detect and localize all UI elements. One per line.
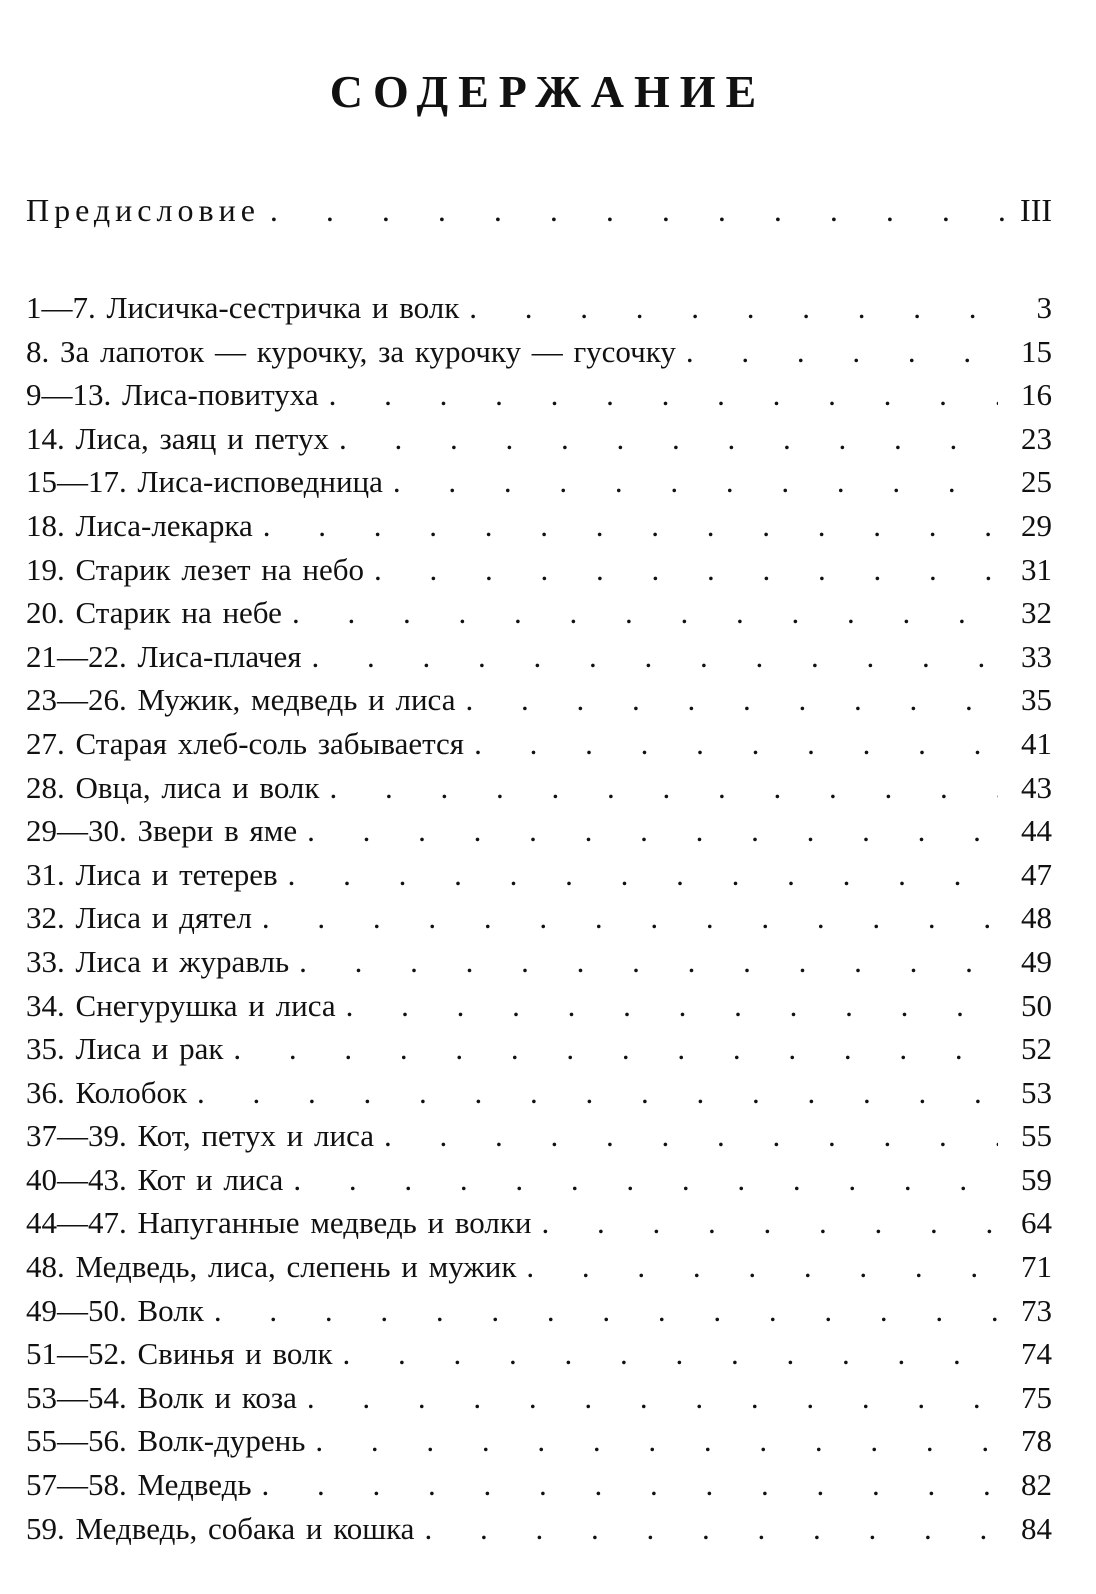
- toc-entry[interactable]: [26, 809, 1052, 853]
- toc-page-number: 59: [1021, 1161, 1052, 1197]
- toc-entry-title: 40—43. Кот и лиса: [26, 1161, 284, 1197]
- toc-page-number: 16: [1021, 377, 1052, 413]
- toc-entry[interactable]: [26, 853, 1052, 897]
- toc-page-number: 31: [1021, 551, 1052, 587]
- toc-entry-title: 31. Лиса и тетерев: [26, 856, 278, 892]
- dot-leader: [262, 896, 998, 940]
- toc-entry[interactable]: [26, 1289, 1052, 1333]
- toc-entry[interactable]: [26, 1245, 1052, 1289]
- toc-entry-title: 23—26. Мужик, медведь и лиса: [26, 682, 456, 718]
- toc-page-number: 71: [1021, 1249, 1052, 1285]
- toc-entry-title: 51—52. Свинья и волк: [26, 1336, 333, 1372]
- toc-entry[interactable]: [26, 766, 1052, 810]
- dot-leader: [233, 1027, 998, 1071]
- toc-entry[interactable]: [26, 1158, 1052, 1202]
- toc-entry[interactable]: [26, 286, 1052, 330]
- dot-leader: [270, 192, 1010, 229]
- toc-entry-title: 48. Медведь, лиса, слепень и мужик: [26, 1249, 517, 1285]
- toc-entry[interactable]: [26, 1201, 1052, 1245]
- dot-leader: [374, 548, 998, 592]
- toc-page-number: 23: [1021, 420, 1052, 456]
- toc-page-number: 35: [1021, 682, 1052, 718]
- toc-page-number: 48: [1021, 900, 1052, 936]
- dot-leader: [312, 635, 998, 679]
- dot-leader: [346, 984, 998, 1028]
- dot-leader: [329, 373, 998, 417]
- toc-entry[interactable]: [26, 984, 1052, 1028]
- dot-leader: [424, 1507, 998, 1551]
- toc-entry-title: 34. Снегурушка и лиса: [26, 987, 336, 1023]
- toc-entry-title: 57—58. Медведь: [26, 1467, 252, 1503]
- toc-entry[interactable]: [26, 548, 1052, 592]
- toc-entry-title: 36. Колобок: [26, 1074, 188, 1110]
- toc-entry-title: 29—30. Звери в яме: [26, 813, 298, 849]
- dot-leader: [307, 1376, 998, 1420]
- toc-entry-title: 35. Лиса и рак: [26, 1031, 224, 1067]
- dot-leader: [315, 1419, 998, 1463]
- toc-entry-title: 59. Медведь, собака и кошка: [26, 1510, 415, 1546]
- toc-page-number: 55: [1021, 1118, 1052, 1154]
- toc-page-number: 75: [1021, 1379, 1052, 1415]
- table-of-contents: [26, 286, 1052, 1550]
- page-title: СОДЕРЖАНИЕ: [329, 65, 767, 117]
- toc-entry[interactable]: [26, 1114, 1052, 1158]
- toc-entry-title: 21—22. Лиса-плачея: [26, 638, 302, 674]
- toc-page-number: 78: [1021, 1423, 1052, 1459]
- toc-page-number: 82: [1021, 1467, 1052, 1503]
- dot-leader: [299, 940, 998, 984]
- dot-leader: [197, 1071, 998, 1115]
- toc-page-number: 29: [1021, 507, 1052, 543]
- toc-entry-title: 8. За лапоток — курочку, за курочку — гусочку: [26, 333, 676, 369]
- dot-leader: [343, 1332, 998, 1376]
- dot-leader: [262, 1463, 999, 1507]
- toc-page-number: 44: [1021, 813, 1052, 849]
- toc-page-number: 41: [1021, 725, 1052, 761]
- dot-leader: [288, 853, 998, 897]
- toc-entry[interactable]: [26, 1027, 1052, 1071]
- toc-page-number: 74: [1021, 1336, 1052, 1372]
- toc-entry[interactable]: [26, 1507, 1052, 1551]
- toc-entry[interactable]: [26, 1332, 1052, 1376]
- toc-entry-title: 49—50. Волк: [26, 1292, 204, 1328]
- toc-entry[interactable]: [26, 460, 1052, 504]
- toc-entry[interactable]: [26, 678, 1052, 722]
- toc-entry-title: 1—7. Лисичка-сестричка и волк: [26, 290, 460, 325]
- toc-entry[interactable]: [26, 373, 1052, 417]
- toc-entry-title: 33. Лиса и журавль: [26, 943, 290, 979]
- toc-entry[interactable]: [26, 1463, 1052, 1507]
- toc-page-number: 15: [1021, 333, 1052, 369]
- toc-entry[interactable]: [26, 1419, 1052, 1463]
- toc-entry-title: 27. Старая хлеб-соль забывается: [26, 725, 465, 761]
- toc-page-number: 33: [1021, 638, 1052, 674]
- toc-entry[interactable]: [26, 504, 1052, 548]
- toc-page-number: 53: [1021, 1074, 1052, 1110]
- toc-entry[interactable]: [26, 330, 1052, 374]
- toc-entry-title: 15—17. Лиса-исповедница: [26, 464, 383, 500]
- toc-page-number: 3: [1036, 290, 1052, 325]
- toc-entry-title: 14. Лиса, заяц и петух: [26, 420, 329, 456]
- dot-leader: [384, 1114, 998, 1158]
- dot-leader: [542, 1201, 998, 1245]
- dot-leader: [263, 504, 998, 548]
- dot-leader: [393, 460, 998, 504]
- toc-page-number: 25: [1021, 464, 1052, 500]
- toc-page-number: 50: [1021, 987, 1052, 1023]
- dot-leader: [469, 286, 998, 330]
- toc-page-number: 52: [1021, 1031, 1052, 1067]
- toc-page-number: 43: [1021, 769, 1052, 805]
- toc-entry[interactable]: [26, 1071, 1052, 1115]
- toc-page-number: 64: [1021, 1205, 1052, 1241]
- toc-entry-title: 32. Лиса и дятел: [26, 900, 252, 936]
- toc-entry-title: 28. Овца, лиса и волк: [26, 769, 320, 805]
- toc-entry-title: 55—56. Волк-дурень: [26, 1423, 306, 1459]
- toc-entry[interactable]: [26, 1376, 1052, 1420]
- dot-leader: [474, 722, 998, 766]
- toc-entry[interactable]: [26, 417, 1052, 461]
- dot-leader: [465, 678, 998, 722]
- toc-page-number: 32: [1021, 595, 1052, 631]
- toc-entry[interactable]: [26, 635, 1052, 679]
- toc-page-number: III: [1020, 192, 1052, 228]
- toc-entry-title: 9—13. Лиса-повитуха: [26, 377, 319, 413]
- toc-entry-title: 20. Старик на небе: [26, 595, 282, 631]
- dot-leader: [526, 1245, 998, 1289]
- toc-entry-title: Предисловие: [26, 192, 260, 228]
- toc-entry-preface[interactable]: [26, 192, 1052, 236]
- toc-page-number: 73: [1021, 1292, 1052, 1328]
- toc-page-number: 84: [1021, 1510, 1052, 1546]
- toc-entry-title: 18. Лиса-лекарка: [26, 507, 253, 543]
- toc-entry-title: 44—47. Напуганные медведь и волки: [26, 1205, 532, 1241]
- toc-entry[interactable]: [26, 591, 1052, 635]
- toc-entry-title: 19. Старик лезет на небо: [26, 551, 364, 587]
- dot-leader: [307, 809, 998, 853]
- dot-leader: [329, 766, 998, 810]
- dot-leader: [292, 591, 998, 635]
- dot-leader: [686, 330, 998, 374]
- toc-entry[interactable]: [26, 722, 1052, 766]
- toc-entry-title: 53—54. Волк и коза: [26, 1379, 297, 1415]
- toc-page-number: 47: [1021, 856, 1052, 892]
- toc-entry[interactable]: [26, 940, 1052, 984]
- toc-entry[interactable]: [26, 896, 1052, 940]
- toc-entry-title: 37—39. Кот, петух и лиса: [26, 1118, 374, 1154]
- dot-leader: [293, 1158, 998, 1202]
- dot-leader: [214, 1289, 998, 1333]
- dot-leader: [339, 417, 998, 461]
- toc-page-number: 49: [1021, 943, 1052, 979]
